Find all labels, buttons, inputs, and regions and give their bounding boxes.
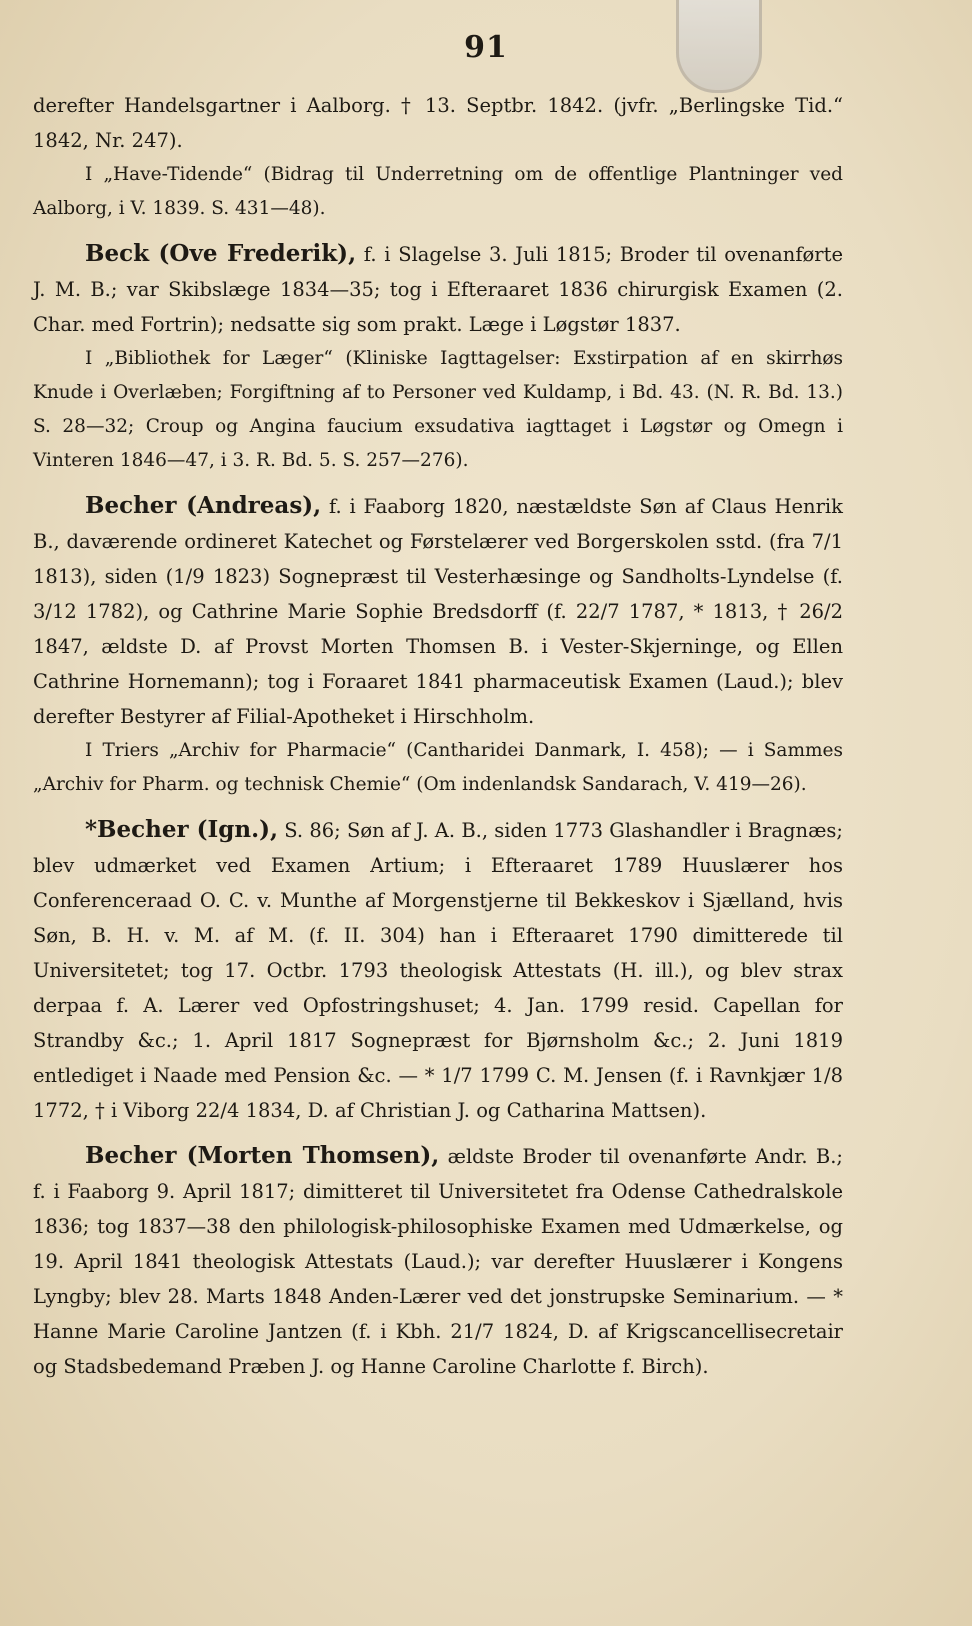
entry-beck-ove [33,236,843,478]
page-number: 91 [464,30,508,65]
entry-headword: *Becher (Ign.), [85,816,278,843]
entry-becher-morten [33,1138,843,1384]
page-body [33,88,843,1394]
entry-text: f. i Faaborg 1820, næstældste Søn af Claus Henrik B., daværende ordineret Katechet og Førstelærer ved Borgerskolen sstd. (fra 7/1 1813), siden (1/9 1823) Sognepræst til Vesterhæsinge og Sandholts-Lyndelse (f. 3/12 1782), og Cathrine Marie Sophie Bredsdorff (f. 22/7 1787, * 1813, † 26/2 1847, ældste D. af Provst Morten Thomsen B. i Vester-Skjerninge, og Ellen Cathrine Hornemann); tog i Foraaret 1841 pharmaceutisk Examen (Laud.); blev derefter Bestyrer af Filial-Apotheket i Hirschholm. [33,495,843,728]
reference-note: I „Have-Tidende“ (Bidrag til Underretning om de offentlige Plantninger ved Aalborg, i V. 1839. S. 431—48). [33,164,843,219]
entry-text: S. 86; Søn af J. A. B., siden 1773 Glashandler i Bragnæs; blev udmærket ved Examen Artium; i Efteraaret 1789 Huuslærer hos Conferenceraad O. C. v. Munthe af Morgenstjerne til Bekkeskov i Sjælland, hvis Søn, B. H. v. M. af M. (f. II. 304) han i Efteraaret 1790 dimitterede til Universitetet; tog 17. Octbr. 1793 theologisk Attestats (H. ill.), og blev strax derpaa f. A. Lærer ved Opfostringshuset; 4. Jan. 1799 resid. Capellan for Strandby &c.; 1. April 1817 Sognepræst for Bjørnsholm &c.; 2. Juni 1819 entlediget i Naade med Pension &c. — * 1/7 1799 C. M. Jensen (f. i Ravnkjær 1/8 1772, † i Viborg 22/4 1834, D. af Christian J. og Catharina Mattsen). [33,819,843,1122]
paragraph-text: derefter Handelsgartner i Aalborg. † 13. Septbr. 1842. (jvfr. „Berlingske Tid.“ 1842, Nr. 247). [33,94,843,152]
entry-text: f. i Slagelse 3. Juli 1815; Broder til ovenanførte J. M. B.; var Skibslæge 1834—35; tog i Efteraaret 1836 chirurgisk Examen (2. Char. med Fortrin); nedsatte sig som prakt. Læge i Løgstør 1837. [33,243,843,336]
entry-becher-andreas [33,488,843,802]
entry-headword: Becher (Andreas), [85,492,322,519]
entry-becher-ign [33,812,843,1128]
entry-headword: Becher (Morten Thomsen), [85,1142,440,1169]
entry-text: ældste Broder til ovenanførte Andr. B.; f. i Faaborg 9. April 1817; dimitteret til Universitetet fra Odense Cathedralskole 1836; tog 1837—38 den philologisk-philosophiske Examen med Udmærkelse, og 19. April 1841 theologisk Attestats (Laud.); var derefter Huuslærer i Kongens Lyngby; blev 28. Marts 1848 Anden-Lærer ved det jonstrupske Seminarium. — * Hanne Marie Caroline Jantzen (f. i Kbh. 21/7 1824, D. af Krigscancellisecretair og Stadsbedemand Præben J. og Hanne Caroline Charlotte f. Birch). [33,1145,843,1378]
reference-note: I Triers „Archiv for Pharmacie“ (Cantharidei Danmark, I. 458); — i Sammes „Archiv for Pharm. og technisk Chemie“ (Om indenlandsk Sandarach, V. 419—26). [33,740,843,795]
reference-note: I „Bibliothek for Læger“ (Kliniske Iagttagelser: Exstirpation af en skirrhøs Knude i Overlæben; Forgiftning af to Personer ved Kuldamp, i Bd. 43. (N. R. Bd. 13.) S. 28—32; Croup og Angina faucium exsudativa iagttaget i Løgstør og Omegn i Vinteren 1846—47, i 3. R. Bd. 5. S. 257—276). [33,348,843,471]
paragraph-continuation [33,88,843,226]
entry-headword: Beck (Ove Frederik), [85,240,357,267]
